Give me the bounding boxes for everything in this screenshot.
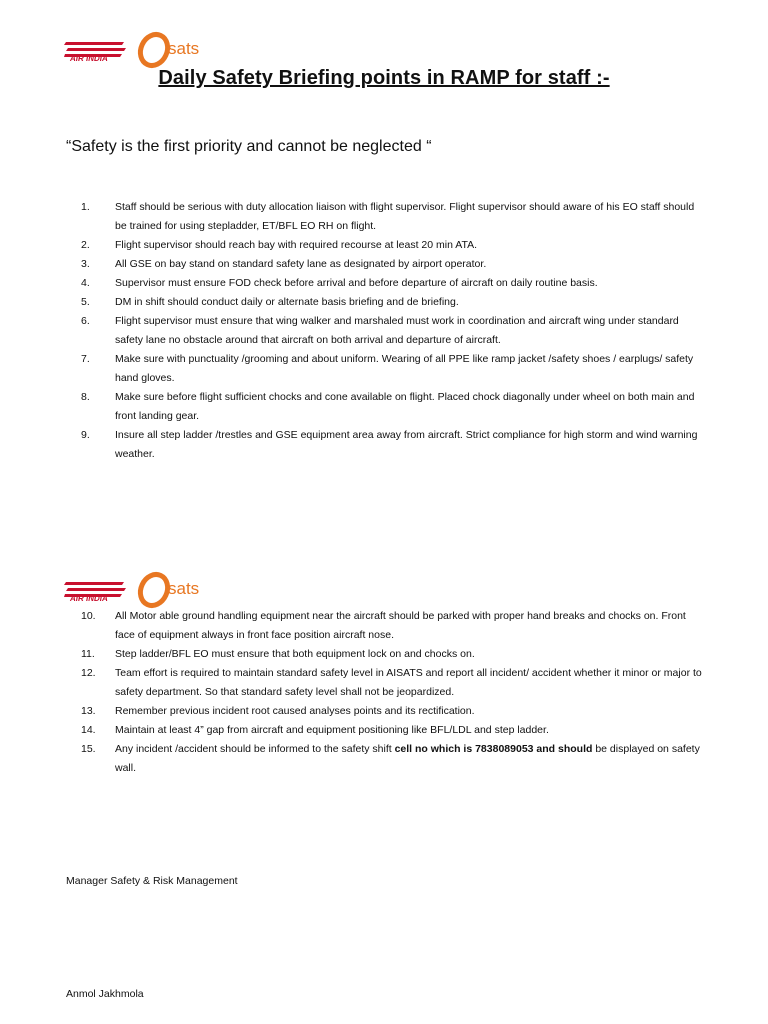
item-text: Team effort is required to maintain standard safety level in AISATS and report all incident/ accident whether it minor or major to safety department. So that standard safety level shall not be jeopardized. — [115, 667, 702, 698]
air-india-sats-logo — [64, 570, 224, 612]
list-item — [0, 350, 768, 388]
item-number: 8. — [81, 391, 90, 403]
list-item — [0, 274, 768, 293]
list-item — [0, 740, 768, 778]
svg-text:AIR INDIA: AIR INDIA — [70, 54, 108, 63]
item-number: 12. — [81, 667, 96, 679]
item-text: DM in shift should conduct daily or alternate basis briefing and de briefing. — [115, 296, 459, 308]
item-text: Remember previous incident root caused analyses points and its rectification. — [115, 705, 475, 717]
item-text: Supervisor must ensure FOD check before arrival and before departure of aircraft on daily routine basis. — [115, 277, 598, 289]
item-number: 5. — [81, 296, 90, 308]
list-item — [0, 198, 768, 236]
item-number: 14. — [81, 724, 96, 736]
briefing-points-list — [0, 198, 768, 464]
list-item — [0, 236, 768, 255]
item-text: be displayed on safety wall. — [115, 743, 700, 774]
list-item — [0, 255, 768, 274]
item-text: All Motor able ground handling equipment near the aircraft should be parked with proper hand breaks and chocks on. Front face of equipment always in front face position aircraft nose. — [115, 610, 686, 641]
list-item — [0, 664, 768, 702]
list-item — [0, 721, 768, 740]
list-item — [0, 645, 768, 664]
air-india-sats-logo — [64, 30, 224, 72]
item-number: 1. — [81, 201, 90, 213]
item-text: Insure all step ladder /trestles and GSE equipment area away from aircraft. Strict compliance for high storm and wind warning weather. — [115, 429, 698, 460]
item-number: 15. — [81, 743, 96, 755]
svg-text:sats: sats — [168, 579, 200, 598]
item-text: Make sure before flight sufficient chocks and cone available on flight. Placed chock diagonally under wheel on both main and front landing gear. — [115, 391, 695, 422]
svg-text:AIR INDIA: AIR INDIA — [70, 594, 108, 603]
item-text: Flight supervisor should reach bay with required recourse at least 20 min ATA. — [115, 239, 478, 251]
item-number: 2. — [81, 239, 90, 251]
item-text: All GSE on bay stand on standard safety lane as designated by airport operator. — [115, 258, 487, 270]
list-item — [0, 388, 768, 426]
safety-quote: “Safety is the first priority and cannot be neglected “ — [66, 138, 432, 155]
item-text: Step ladder/BFL EO must ensure that both equipment lock on and chocks on. — [115, 648, 475, 660]
item-number: 10. — [81, 610, 96, 622]
item-text: Staff should be serious with duty allocation liaison with flight supervisor. Flight supervisor should aware of his EO staff should be trained for using stepladder, ET/BFL EO RH on flight. — [115, 201, 695, 232]
item-number: 4. — [81, 277, 90, 289]
list-item — [0, 702, 768, 721]
list-item — [0, 426, 768, 464]
item-number: 3. — [81, 258, 90, 270]
list-item — [0, 607, 768, 645]
item-text: Flight supervisor must ensure that wing walker and marshaled must work in coordination and aircraft wing under standard safety lane no obstacle around that aircraft on both arrival and departure of aircraft. — [115, 315, 679, 346]
signatory-name: Anmol Jakhmola — [66, 988, 144, 1000]
list-item — [0, 312, 768, 350]
item-number: 7. — [81, 353, 90, 365]
item-number: 11. — [81, 648, 95, 660]
item-text: Make sure with punctuality /grooming and about uniform. Wearing of all PPE like ramp jacket /safety shoes / earplugs/ safety hand gloves. — [115, 353, 694, 384]
item-text: Maintain at least 4” gap from aircraft and equipment positioning like BFL/LDL and step ladder. — [115, 724, 549, 736]
item-number: 13. — [81, 705, 96, 717]
list-item — [0, 293, 768, 312]
page-title: Daily Safety Briefing points in RAMP for staff :- — [158, 67, 610, 89]
signatory-designation: Manager Safety & Risk Management — [66, 875, 238, 887]
safety-cell-number: cell no which is 7838089053 and should — [394, 743, 593, 755]
item-number: 6. — [81, 315, 90, 327]
item-text: Any incident /accident should be informed to the safety shift — [115, 743, 395, 755]
briefing-points-list-continued — [0, 607, 768, 778]
svg-text:sats: sats — [168, 39, 200, 58]
item-number: 9. — [81, 429, 90, 441]
